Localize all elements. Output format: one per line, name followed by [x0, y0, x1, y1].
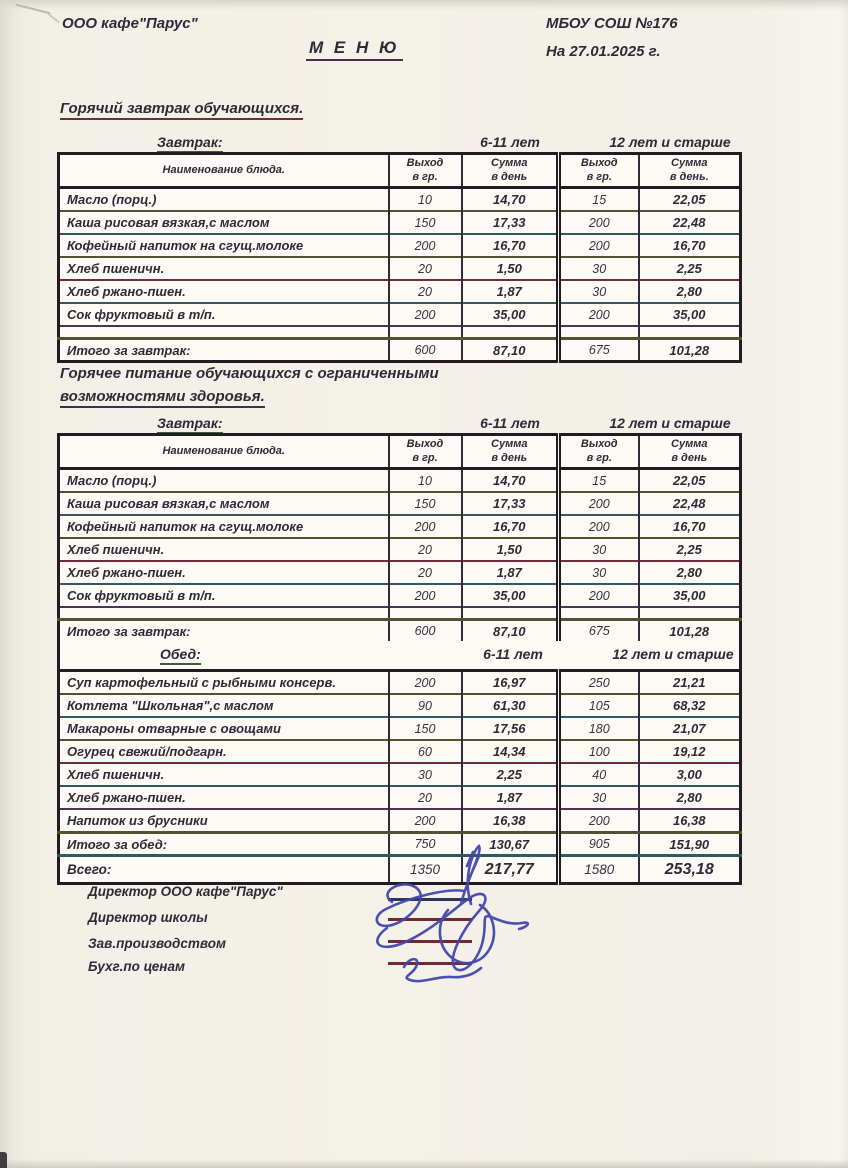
signatory-director-school: Директор школы [88, 910, 208, 925]
value-cell: 16,70 [462, 234, 559, 257]
value-cell: 17,33 [462, 492, 559, 515]
value-cell: 20 [389, 561, 462, 584]
dish-name-cell: Масло (порц.) [59, 469, 389, 493]
value-cell: 101,28 [639, 620, 741, 642]
value-cell: 22,05 [639, 469, 741, 493]
value-cell [559, 607, 639, 620]
menu-table-row [59, 303, 741, 326]
meal-label: Завтрак: [157, 134, 223, 153]
signatory-production-manager: Зав.производством [88, 936, 226, 951]
value-cell: 2,80 [639, 280, 741, 303]
breakfast-table-body [59, 188, 741, 362]
col-header-sum-2: Сумма в день. [639, 154, 741, 188]
value-cell: 40 [559, 763, 639, 786]
handwritten-signature-ink [350, 840, 560, 988]
meal-label: Завтрак: [157, 415, 223, 434]
menu-table-row [59, 280, 741, 303]
document-date: На 27.01.2025 г. [546, 43, 661, 60]
signatory-accountant: Бухг.по ценам [88, 959, 185, 974]
paper-crease [47, 13, 60, 24]
section-heading-ovz-line1: Горячее питание обучающихся с ограниченными [60, 365, 439, 382]
value-cell: 905 [559, 833, 639, 856]
menu-table-row [59, 561, 741, 584]
value-cell: 200 [559, 809, 639, 833]
value-cell: 150 [389, 211, 462, 234]
signatory-director-cafe: Директор ООО кафе"Парус" [88, 884, 283, 899]
value-cell: 21,21 [639, 671, 741, 695]
value-cell: 14,70 [462, 188, 559, 212]
dish-name-cell: Каша рисовая вязкая,с маслом [59, 211, 389, 234]
value-cell: 1,50 [462, 257, 559, 280]
dish-name-cell: Макароны отварные с овощами [59, 717, 389, 740]
col-header-output-1: Выход в гр. [389, 435, 462, 469]
value-cell: 675 [559, 339, 639, 362]
col-header-output-2: Выход в гр. [559, 154, 639, 188]
value-cell: 20 [389, 280, 462, 303]
breakfast-table [57, 152, 742, 363]
value-cell: 30 [559, 280, 639, 303]
value-cell: 200 [559, 303, 639, 326]
dish-name-cell: Хлеб пшеничн. [59, 538, 389, 561]
age-group-1-label: 6-11 лет [480, 415, 540, 431]
value-cell: 3,00 [639, 763, 741, 786]
value-cell: 87,10 [462, 620, 559, 642]
value-cell: 2,25 [639, 257, 741, 280]
value-cell [389, 326, 462, 339]
value-cell: 60 [389, 740, 462, 763]
menu-table-row [59, 671, 741, 695]
value-cell: 68,32 [639, 694, 741, 717]
dish-name-cell: Сок фруктовый в т/п. [59, 303, 389, 326]
value-cell: 14,34 [462, 740, 559, 763]
value-cell: 150 [389, 717, 462, 740]
value-cell: 200 [389, 303, 462, 326]
dish-name-cell: Хлеб пшеничн. [59, 763, 389, 786]
menu-table-row [59, 234, 741, 257]
menu-table-row [59, 584, 741, 607]
empty-row [59, 326, 741, 339]
value-cell: 16,97 [462, 671, 559, 695]
menu-table-row [59, 763, 741, 786]
age-group-1-label: 6-11 лет [483, 646, 543, 662]
dish-name-cell: Кофейный напиток на сгущ.молоке [59, 515, 389, 538]
value-cell: 16,70 [639, 234, 741, 257]
section-heading-hot-breakfast [60, 100, 303, 120]
dish-name-cell: Итого за обед: [59, 833, 389, 856]
dish-name-cell: Хлеб ржано-пшен. [59, 561, 389, 584]
value-cell: 30 [559, 786, 639, 809]
value-cell: 16,70 [462, 515, 559, 538]
value-cell: 1350 [389, 856, 462, 884]
value-cell: 1,50 [462, 538, 559, 561]
menu-table-row [59, 717, 741, 740]
value-cell: 217,77 [462, 856, 559, 884]
menu-table-row [59, 538, 741, 561]
age-group-2-label: 12 лет и старше [609, 134, 731, 150]
value-cell: 2,80 [639, 786, 741, 809]
section-heading-text: Горячий завтрак обучающихся. [60, 100, 303, 120]
menu-table-row [59, 620, 741, 642]
value-cell: 20 [389, 786, 462, 809]
dish-name-cell: Суп картофельный с рыбными консерв. [59, 671, 389, 695]
value-cell: 180 [559, 717, 639, 740]
value-cell: 200 [559, 211, 639, 234]
menu-table-row [59, 188, 741, 212]
value-cell: 200 [559, 584, 639, 607]
value-cell: 21,07 [639, 717, 741, 740]
value-cell: 200 [559, 515, 639, 538]
table-header-row [59, 435, 741, 469]
value-cell: 20 [389, 257, 462, 280]
dish-name-cell: Кофейный напиток на сгущ.молоке [59, 234, 389, 257]
age-group-2-label: 12 лет и старше [609, 415, 731, 431]
value-cell: 200 [389, 809, 462, 833]
value-cell: 17,33 [462, 211, 559, 234]
menu-table-row [59, 339, 741, 362]
value-cell: 35,00 [462, 584, 559, 607]
value-cell: 30 [389, 763, 462, 786]
menu-table-row [59, 740, 741, 763]
value-cell: 22,48 [639, 492, 741, 515]
value-cell: 130,67 [462, 833, 559, 856]
value-cell: 100 [559, 740, 639, 763]
value-cell [462, 326, 559, 339]
value-cell: 675 [559, 620, 639, 642]
value-cell: 750 [389, 833, 462, 856]
value-cell: 17,56 [462, 717, 559, 740]
col-header-output-1: Выход в гр. [389, 154, 462, 188]
value-cell: 253,18 [639, 856, 741, 884]
value-cell: 10 [389, 469, 462, 493]
value-cell [639, 326, 741, 339]
value-cell: 30 [559, 538, 639, 561]
menu-table-row [59, 257, 741, 280]
value-cell: 1,87 [462, 280, 559, 303]
menu-table-row [59, 211, 741, 234]
value-cell: 87,10 [462, 339, 559, 362]
section-heading-ovz-line2 [60, 388, 265, 408]
col-header-sum-2: Сумма в день [639, 435, 741, 469]
menu-table-row [59, 515, 741, 538]
organization-name: ООО кафе"Парус" [62, 15, 198, 32]
dish-name-cell [59, 607, 389, 620]
dish-name-cell: Каша рисовая вязкая,с маслом [59, 492, 389, 515]
value-cell [462, 607, 559, 620]
table-header-row [59, 154, 741, 188]
value-cell: 90 [389, 694, 462, 717]
value-cell: 200 [389, 234, 462, 257]
value-cell: 200 [389, 671, 462, 695]
value-cell: 16,38 [639, 809, 741, 833]
col-header-output-2: Выход в гр. [559, 435, 639, 469]
dish-name-cell: Масло (порц.) [59, 188, 389, 212]
col-header-dish-name: Наименование блюда. [59, 154, 389, 188]
value-cell: 1,87 [462, 561, 559, 584]
dish-name-cell: Котлета "Школьная",с маслом [59, 694, 389, 717]
col-header-sum-1: Сумма в день [462, 154, 559, 188]
menu-table-row [59, 492, 741, 515]
value-cell: 200 [389, 515, 462, 538]
value-cell [559, 326, 639, 339]
scan-bottom-shadow [0, 1159, 848, 1168]
lunch-label: Обед: [160, 646, 201, 665]
value-cell: 200 [389, 584, 462, 607]
value-cell: 61,30 [462, 694, 559, 717]
menu-table-row [59, 694, 741, 717]
value-cell [639, 607, 741, 620]
value-cell: 101,28 [639, 339, 741, 362]
scan-corner-mark [0, 1152, 7, 1168]
menu-table-row [59, 469, 741, 493]
scan-top-shadow [0, 0, 848, 10]
value-cell: 35,00 [639, 303, 741, 326]
age-group-2-label: 12 лет и старше [612, 646, 734, 662]
value-cell: 20 [389, 538, 462, 561]
col-header-dish-name: Наименование блюда. [59, 435, 389, 469]
lunch-label-row [59, 641, 741, 671]
dish-name-cell: Огурец свежий/подгарн. [59, 740, 389, 763]
dish-name-cell: Хлеб пшеничн. [59, 257, 389, 280]
value-cell: 250 [559, 671, 639, 695]
value-cell: 200 [559, 492, 639, 515]
age-group-1-label: 6-11 лет [480, 134, 540, 150]
section-heading-text: возможностями здоровья. [60, 388, 265, 408]
value-cell: 35,00 [462, 303, 559, 326]
value-cell: 15 [559, 469, 639, 493]
lunch-label-section [59, 641, 741, 671]
value-cell: 30 [559, 257, 639, 280]
value-cell: 151,90 [639, 833, 741, 856]
school-name: МБОУ СОШ №176 [546, 15, 678, 32]
dish-name-cell: Всего: [59, 856, 389, 884]
value-cell: 1580 [559, 856, 639, 884]
ovz-breakfast-body [59, 469, 741, 642]
empty-row [59, 607, 741, 620]
dish-name-cell [59, 326, 389, 339]
value-cell: 2,25 [462, 763, 559, 786]
value-cell: 1,87 [462, 786, 559, 809]
menu-table-row [59, 786, 741, 809]
value-cell: 22,05 [639, 188, 741, 212]
dish-name-cell: Хлеб ржано-пшен. [59, 280, 389, 303]
value-cell: 30 [559, 561, 639, 584]
value-cell: 105 [559, 694, 639, 717]
value-cell: 16,70 [639, 515, 741, 538]
ovz-combined-table [57, 433, 742, 885]
value-cell: 200 [559, 234, 639, 257]
value-cell: 600 [389, 339, 462, 362]
value-cell: 16,38 [462, 809, 559, 833]
value-cell [389, 607, 462, 620]
dish-name-cell: Итого за завтрак: [59, 339, 389, 362]
document-title: М Е Н Ю [306, 38, 403, 61]
value-cell: 15 [559, 188, 639, 212]
table1-label-row [0, 134, 848, 152]
dish-name-cell: Сок фруктовый в т/п. [59, 584, 389, 607]
value-cell: 35,00 [639, 584, 741, 607]
value-cell: 150 [389, 492, 462, 515]
dish-name-cell: Хлеб ржано-пшен. [59, 786, 389, 809]
menu-table-row [59, 809, 741, 833]
table2-label-row [0, 415, 848, 433]
dish-name-cell: Итого за завтрак: [59, 620, 389, 642]
value-cell: 19,12 [639, 740, 741, 763]
value-cell: 2,25 [639, 538, 741, 561]
value-cell: 14,70 [462, 469, 559, 493]
value-cell: 2,80 [639, 561, 741, 584]
col-header-sum-1: Сумма в день [462, 435, 559, 469]
value-cell: 10 [389, 188, 462, 212]
dish-name-cell: Напиток из брусники [59, 809, 389, 833]
value-cell: 600 [389, 620, 462, 642]
value-cell: 22,48 [639, 211, 741, 234]
